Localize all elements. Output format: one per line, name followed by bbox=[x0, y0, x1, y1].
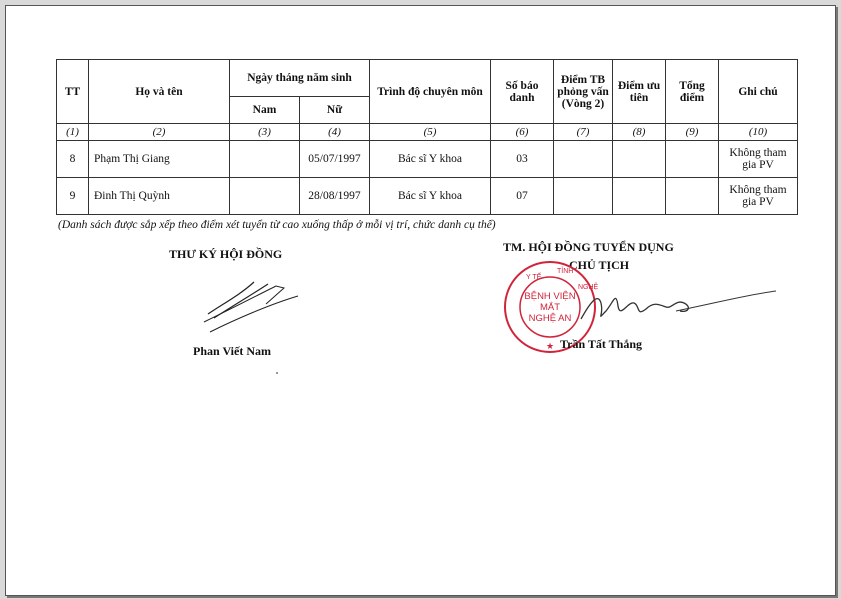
cell-name: Đinh Thị Quỳnh bbox=[89, 178, 230, 215]
header-male: Nam bbox=[230, 97, 300, 124]
table-row bbox=[57, 178, 798, 215]
column-number: (10) bbox=[719, 124, 798, 141]
header-priority: Điểm ưu tiên bbox=[613, 60, 666, 124]
stamp-line: NGHỆ AN bbox=[528, 312, 572, 324]
column-number: (1) bbox=[57, 124, 89, 141]
cell-female: 28/08/1997 bbox=[300, 178, 370, 215]
column-number: (9) bbox=[666, 124, 719, 141]
header-total: Tổng điểm bbox=[666, 60, 719, 124]
header-qualification: Trình độ chuyên môn bbox=[370, 60, 491, 124]
column-number: (7) bbox=[554, 124, 613, 141]
table-row bbox=[57, 141, 798, 178]
cell-priority bbox=[613, 141, 666, 178]
cell-candidate-no: 03 bbox=[491, 141, 554, 178]
candidate-table bbox=[56, 59, 798, 215]
column-number: (3) bbox=[230, 124, 300, 141]
header-dob: Ngày tháng năm sinh bbox=[230, 60, 370, 97]
header-interview-score: Điểm TB phỏng vấn (Vòng 2) bbox=[554, 60, 613, 124]
svg-text:NGHỆ: NGHỆ bbox=[578, 284, 598, 291]
header-tt: TT bbox=[57, 60, 89, 124]
cell-notes: Không tham gia PV bbox=[719, 178, 798, 215]
stamp-line: MẮT bbox=[539, 301, 561, 313]
cell-notes: Không tham gia PV bbox=[719, 141, 798, 178]
scan-speck bbox=[276, 372, 278, 374]
stamp-line: BỆNH VIỆN bbox=[524, 290, 576, 302]
secretary-signature bbox=[196, 274, 306, 336]
column-number-row bbox=[57, 124, 798, 141]
chairman-name: Trần Tất Thắng bbox=[560, 337, 643, 351]
cell-qualification: Bác sĩ Y khoa bbox=[370, 178, 491, 215]
column-number: (2) bbox=[89, 124, 230, 141]
sorting-note: (Danh sách được sắp xếp theo điểm xét tuyển từ cao xuống thấp ở mỗi vị trí, chức danh cụ thể) bbox=[58, 219, 496, 231]
cell-tt: 8 bbox=[57, 141, 89, 178]
svg-text:Y TẾ: Y TẾ bbox=[526, 274, 542, 281]
column-number: (5) bbox=[370, 124, 491, 141]
chairman-title: CHỦ TỊCH bbox=[569, 258, 630, 272]
cell-name: Phạm Thị Giang bbox=[89, 141, 230, 178]
cell-male bbox=[230, 178, 300, 215]
header-candidate-no: Số báo danh bbox=[491, 60, 554, 124]
chairman-org-title: TM. HỘI ĐỒNG TUYỂN DỤNG bbox=[503, 240, 674, 254]
secretary-name: Phan Viết Nam bbox=[193, 344, 271, 358]
cell-interview-score bbox=[554, 141, 613, 178]
secretary-title: THƯ KÝ HỘI ĐỒNG bbox=[169, 247, 283, 261]
cell-total bbox=[666, 141, 719, 178]
column-number: (6) bbox=[491, 124, 554, 141]
column-number: (8) bbox=[613, 124, 666, 141]
cell-priority bbox=[613, 178, 666, 215]
cell-candidate-no: 07 bbox=[491, 178, 554, 215]
cell-qualification: Bác sĩ Y khoa bbox=[370, 141, 491, 178]
column-number: (4) bbox=[300, 124, 370, 141]
cell-interview-score bbox=[554, 178, 613, 215]
chairman-signature bbox=[576, 281, 786, 331]
cell-male bbox=[230, 141, 300, 178]
cell-female: 05/07/1997 bbox=[300, 141, 370, 178]
document-page bbox=[5, 5, 836, 596]
header-female: Nữ bbox=[300, 97, 370, 124]
cell-total bbox=[666, 178, 719, 215]
svg-text:TỈNH: TỈNH bbox=[557, 268, 574, 275]
header-name: Họ và tên bbox=[89, 60, 230, 124]
header-notes: Ghi chú bbox=[719, 60, 798, 124]
svg-text:★: ★ bbox=[546, 341, 555, 351]
cell-tt: 9 bbox=[57, 178, 89, 215]
